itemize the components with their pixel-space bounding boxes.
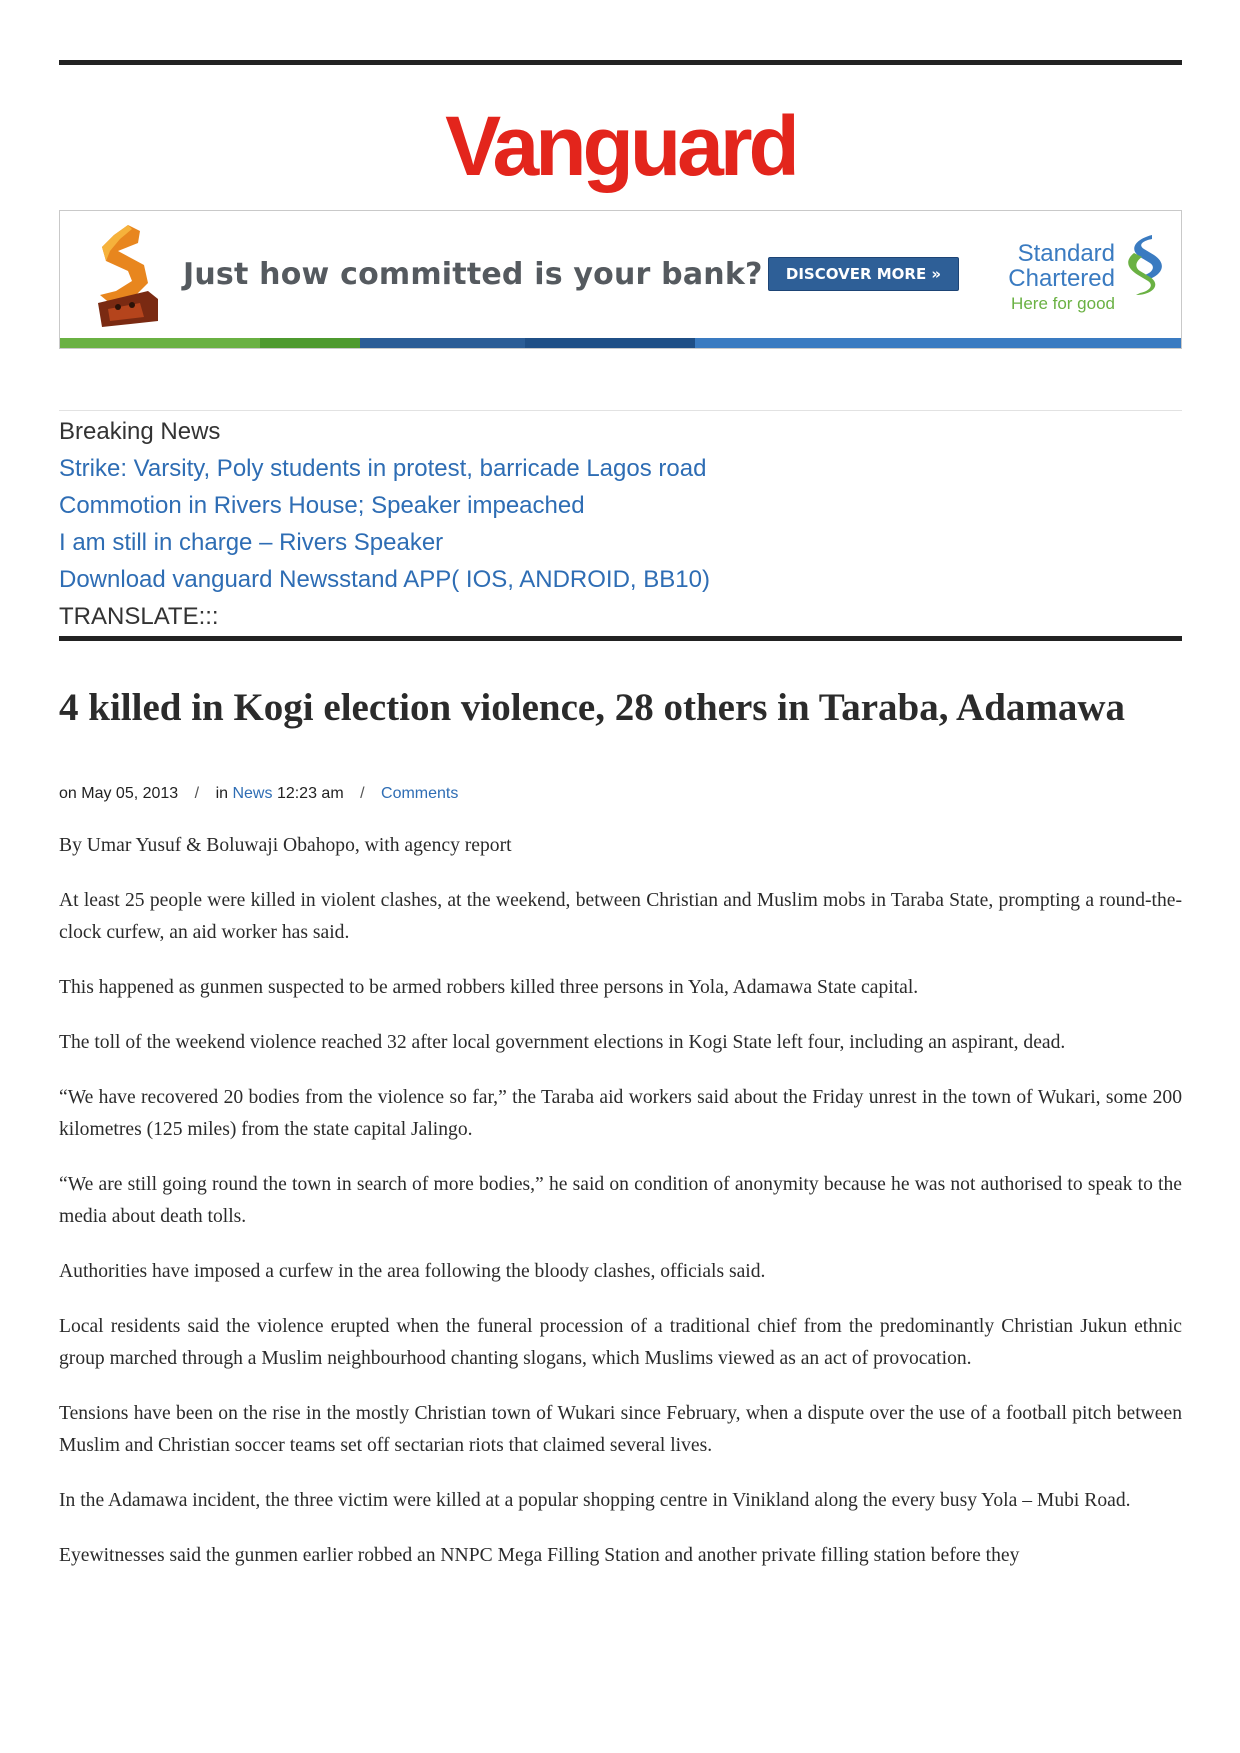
meta-date-prefix: on xyxy=(59,785,77,802)
article-title: 4 killed in Kogi election violence, 28 others in Taraba, Adamawa xyxy=(59,686,1126,729)
article-paragraph: This happened as gunmen suspected to be armed robbers killed three persons in Yola, Adamawa State capital. xyxy=(59,977,919,998)
top-rule xyxy=(59,60,1182,65)
meta-separator: / xyxy=(194,785,200,802)
meta-separator: / xyxy=(360,785,365,802)
meta-category-prefix: in xyxy=(215,785,229,802)
standard-chartered-brand[interactable] xyxy=(995,241,1115,313)
ad-color-bar xyxy=(60,338,1181,348)
standard-chartered-sankofa-logo-icon xyxy=(88,221,168,333)
article-paragraph: Authorities have imposed a curfew in the area following the bloody clashes, officials said. xyxy=(59,1261,766,1282)
breaking-news-link-speaker[interactable]: I am still in charge – Rivers Speaker xyxy=(59,529,444,556)
article-paragraph: “We have recovered 20 bodies from the violence so far,” the Taraba aid workers said about the Friday unrest in the town of Wukari, some 200 kilometres (125 miles) from the state capital Jalingo. xyxy=(59,1087,1182,1140)
header-bottom-rule xyxy=(59,636,1182,641)
brand-line-2: Chartered xyxy=(1008,265,1115,293)
article-paragraph: The toll of the weekend violence reached 32 after local government elections in Kogi State left four, including an aspirant, dead. xyxy=(59,1032,1066,1053)
breaking-news-link-strike[interactable]: Strike: Varsity, Poly students in protest, barricade Lagos road xyxy=(59,455,707,482)
article-body xyxy=(59,830,1182,1595)
article-paragraph: Tensions have been on the rise in the mostly Christian town of Wukari since February, when a dispute over the use of a football pitch between Muslim and Christian soccer teams set off sectarian riots that claimed several lives. xyxy=(59,1403,1182,1456)
article-paragraph: “We are still going round the town in search of more bodies,” he said on condition of anonymity because he was not authorised to speak to the media about death tolls. xyxy=(59,1174,1182,1227)
meta-date: May 05, 2013 xyxy=(81,785,179,802)
breaking-news-link-app-download[interactable]: Download vanguard Newsstand APP( IOS, ANDROID, BB10) xyxy=(59,566,710,593)
breaking-news-label: Breaking News xyxy=(59,418,221,445)
brand-line-1: Standard xyxy=(1017,240,1115,267)
vanguard-logo[interactable]: Vanguard xyxy=(445,99,796,193)
meta-time: 12:23 am xyxy=(276,785,344,802)
ad-tagline: Just how committed is your bank? xyxy=(183,257,763,292)
section-divider xyxy=(59,410,1182,411)
article-paragraph: Eyewitnesses said the gunmen earlier robbed an NNPC Mega Filling Station and another private filling station before they xyxy=(59,1545,1020,1566)
meta-category-link[interactable]: News xyxy=(232,785,273,802)
discover-more-button[interactable]: DISCOVER MORE » xyxy=(768,257,959,291)
brand-slogan: Here for good xyxy=(1011,294,1115,314)
article-paragraph: In the Adamawa incident, the three victim were killed at a popular shopping centre in Vinikland along the every busy Yola – Mubi Road. xyxy=(59,1490,1131,1511)
article-byline: By Umar Yusuf & Boluwaji Obahopo, with agency report xyxy=(59,835,512,856)
comments-link[interactable]: Comments xyxy=(381,785,459,802)
breaking-news-list xyxy=(59,413,1182,635)
standard-chartered-s-mark-icon xyxy=(1122,233,1166,297)
bank-advertisement-banner[interactable] xyxy=(59,210,1182,349)
article-meta xyxy=(59,785,458,803)
article-paragraph: Local residents said the violence erupted when the funeral procession of a traditional chief from the predominantly Christian Jukun ethnic group marched through a Muslim neighbourhood chanting slogans, which Muslims viewed as an act of provocation. xyxy=(59,1316,1182,1369)
article-paragraph: At least 25 people were killed in violent clashes, at the weekend, between Christian and Muslim mobs in Taraba State, prompting a round-the-clock curfew, an aid worker has said. xyxy=(59,890,1182,943)
breaking-news-link-commotion[interactable]: Commotion in Rivers House; Speaker impeached xyxy=(59,492,585,519)
translate-label[interactable]: TRANSLATE::: xyxy=(59,603,219,630)
